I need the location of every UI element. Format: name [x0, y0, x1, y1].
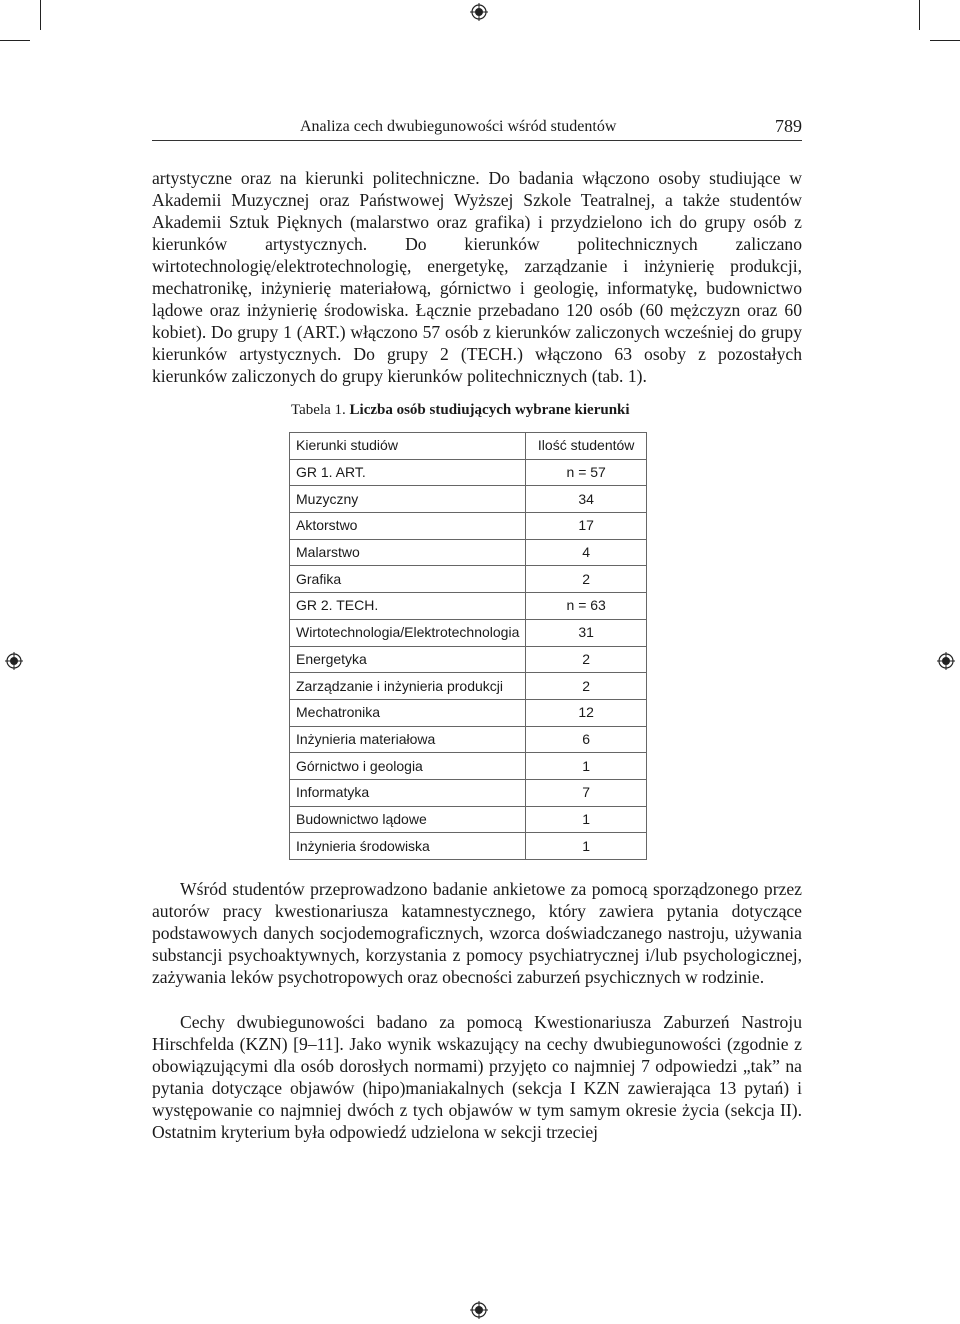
table-cell-count: 2	[526, 566, 647, 593]
table-caption	[291, 402, 630, 419]
table-cell-count: 2	[526, 673, 647, 700]
body-paragraph: Wśród studentów przeprowadzono badanie ankietowe za pomocą sporządzonego przez autorów pracy kwestionariusza katamnestycznego, który zawiera pytania dotyczące podstawowych danych socjodemograficznych, wzorca doświadczanego nastroju, używania substancji psychoaktywnych, korzystania z pomocy psychiatrycznej i/lub psychologicznej, zażywania leków psychotropowych oraz obecności zaburzeń psychicznych w rodzinie.	[152, 879, 802, 987]
table-row	[290, 673, 647, 700]
table-cell-count: n = 63	[526, 593, 647, 620]
table-row	[290, 646, 647, 673]
table-cell-count: 1	[526, 753, 647, 780]
table-cell-count: 4	[526, 539, 647, 566]
table-row	[290, 459, 647, 486]
table-cell-count: 2	[526, 646, 647, 673]
table-cell-program: Górnictwo i geologia	[290, 753, 526, 780]
body-paragraph: Cechy dwubiegunowości badano za pomocą Kwestionariusza Zaburzeń Nastroju Hirschfelda (KZN) [9–11]. Jako wynik wskazujący na cechy dwubiegunowości (zgodnie z obowiązującymi dla osób dorosłych normami) przyjęto co najmniej 7 odpowiedzi „tak” na pytania dotyczące objawów (hipo)maniakalnych (sekcja I KZN zawierająca 13 pytań) i występowanie co najmniej dwóch z tych objawów w tym samym okresie życia (sekcja II). Ostatnim kryterium była odpowiedź udzielona w sekcji trzeciej	[152, 1012, 802, 1142]
table-cell-program: GR 2. TECH.	[290, 593, 526, 620]
table-cell-program: GR 1. ART.	[290, 459, 526, 486]
table-cell-count: 34	[526, 486, 647, 513]
table-row	[290, 619, 647, 646]
table-cell-program: Muzyczny	[290, 486, 526, 513]
table-row	[290, 566, 647, 593]
registration-mark-icon	[470, 3, 488, 21]
table-row	[290, 779, 647, 806]
crop-mark	[919, 0, 920, 30]
table-row	[290, 593, 647, 620]
table-row	[290, 486, 647, 513]
table-row	[290, 513, 647, 540]
body-paragraph: artystyczne oraz na kierunki politechniczne. Do badania włączono osoby studiujące w Akademii Muzycznej oraz Państwowej Wyższej Szkole Teatralnej, a także studentów Akademii Sztuk Pięknych (malarstwo oraz grafika) i przydzielono ich do grupy osób z kierunków artystycznych. Do kierunków politechnicznych zaliczano wirtotechnologię/elektrotechnologię, energetykę, zarządzanie i inżynierię produkcji, mechatronikę, inżynierię materiałową, górnictwo i geologię, informatykę, budownictwo lądowe oraz inżynierię środowiska. Łącznie przebadano 120 osób (60 mężczyzn oraz 60 kobiet). Do grupy 1 (ART.) włączono 57 osób z kierunków zaliczonych wcześniej do grupy kierunków artystycznych. Do grupy 2 (TECH.) włączono 63 osoby z pozostałych kierunków zaliczonych do grupy kierunków politechnicznych (tab. 1).	[152, 168, 802, 386]
running-title: Analiza cech dwubiegunowości wśród studentów	[300, 118, 617, 135]
table-cell-count: 6	[526, 726, 647, 753]
table-cell-count: 17	[526, 513, 647, 540]
registration-mark-icon	[937, 652, 955, 670]
table-caption-label: Tabela 1.	[291, 402, 346, 418]
table-cell-program: Energetyka	[290, 646, 526, 673]
column-header: Ilość studentów	[526, 433, 647, 460]
table-cell-program: Informatyka	[290, 779, 526, 806]
table-cell-count: n = 57	[526, 459, 647, 486]
table-cell-program: Budownictwo lądowe	[290, 806, 526, 833]
table-cell-program: Aktorstwo	[290, 513, 526, 540]
table-cell-count: 1	[526, 806, 647, 833]
table-cell-program: Inżynieria środowiska	[290, 833, 526, 860]
table-row	[290, 539, 647, 566]
table-row	[290, 833, 647, 860]
table-cell-program: Inżynieria materiałowa	[290, 726, 526, 753]
table-cell-count: 31	[526, 619, 647, 646]
table-caption-title: Liczba osób studiujących wybrane kierunki	[349, 402, 630, 418]
table-header-row	[290, 433, 647, 460]
table-cell-program: Mechatronika	[290, 699, 526, 726]
students-table	[289, 432, 647, 860]
crop-mark	[40, 0, 41, 30]
crop-mark	[0, 40, 30, 41]
table-cell-count: 7	[526, 779, 647, 806]
table-row	[290, 753, 647, 780]
table-cell-program: Grafika	[290, 566, 526, 593]
registration-mark-icon	[470, 1301, 488, 1319]
table-cell-count: 12	[526, 699, 647, 726]
table-row	[290, 806, 647, 833]
registration-mark-icon	[5, 652, 23, 670]
column-header: Kierunki studiów	[290, 433, 526, 460]
table-cell-program: Malarstwo	[290, 539, 526, 566]
table-cell-program: Wirtotechnologia/Elektrotechnologia	[290, 619, 526, 646]
table-cell-count: 1	[526, 833, 647, 860]
crop-mark	[930, 40, 960, 41]
table-row	[290, 726, 647, 753]
table-row	[290, 699, 647, 726]
running-header	[152, 118, 802, 141]
table-cell-program: Zarządzanie i inżynieria produkcji	[290, 673, 526, 700]
page-number: 789	[775, 116, 802, 136]
